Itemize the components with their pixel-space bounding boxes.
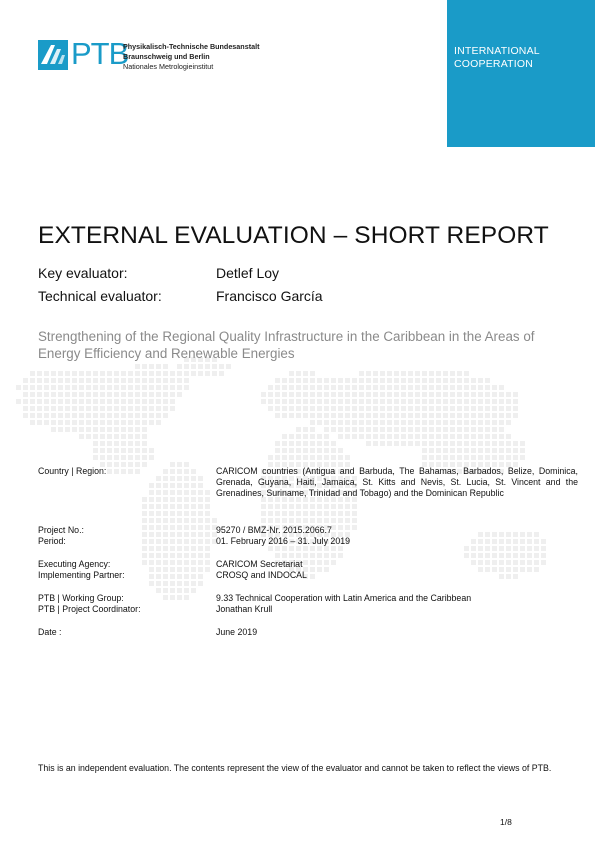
implementing-partner-label: Implementing Partner: — [38, 570, 125, 580]
key-evaluator-value: Detlef Loy — [216, 265, 280, 281]
section-banner-line-2: COOPERATION — [454, 58, 534, 70]
org-subtitle-line: Nationales Metrologieinstitut — [123, 62, 214, 71]
ptb-logo-text: PTB — [71, 36, 129, 71]
disclaimer-text: This is an independent evaluation. The contents represent the view of the evaluator and cannot be taken to reflect the views of PTB. — [38, 763, 552, 773]
working-group-value: 9.33 Technical Cooperation with Latin America and the Caribbean — [216, 593, 472, 603]
period-value: 01. February 2016 – 31. July 2019 — [216, 536, 350, 546]
org-name-line: Physikalisch-Technische Bundesanstalt — [123, 42, 260, 51]
section-banner-line-1: INTERNATIONAL — [454, 45, 540, 57]
executing-agency-value: CARICOM Secretariat — [216, 559, 303, 569]
technical-evaluator-value: Francisco García — [216, 288, 323, 304]
page-number: 1/8 — [500, 817, 512, 827]
date-label: Date : — [38, 627, 62, 637]
report-title: EXTERNAL EVALUATION – SHORT REPORT — [38, 222, 549, 249]
date-value: June 2019 — [216, 627, 258, 637]
country-value: CARICOM countries (Antigua and Barbuda, The Bahamas, Barbados, Belize, Dominica, Grenada, Guyana, Haiti, Jamaica, St. Kitts and Nevis, St. Lucia, St. Vincent and the Grenadines, Suriname, Trinidad and Tobago) and the Dominican Republic — [216, 466, 578, 498]
implementing-partner-value: CROSQ and INDOCAL — [216, 570, 307, 580]
project-coordinator-label: PTB | Project Coordinator: — [38, 604, 141, 614]
section-banner — [447, 0, 595, 147]
project-coordinator-value: Jonathan Krull — [216, 604, 273, 614]
ptb-logo-icon — [38, 40, 68, 70]
country-label: Country | Region: — [38, 466, 107, 476]
period-label: Period: — [38, 536, 66, 546]
org-location-line: Braunschweig und Berlin — [123, 52, 210, 61]
project-no-value: 95270 / BMZ-Nr. 2015.2066.7 — [216, 525, 332, 535]
working-group-label: PTB | Working Group: — [38, 593, 124, 603]
project-title: Strengthening of the Regional Quality Infrastructure in the Caribbean in the Areas of Energy Efficiency and Renewable Energies — [38, 329, 535, 361]
key-evaluator-label: Key evaluator: — [38, 265, 128, 281]
technical-evaluator-label: Technical evaluator: — [38, 288, 162, 304]
project-no-label: Project No.: — [38, 525, 84, 535]
executing-agency-label: Executing Agency: — [38, 559, 111, 569]
